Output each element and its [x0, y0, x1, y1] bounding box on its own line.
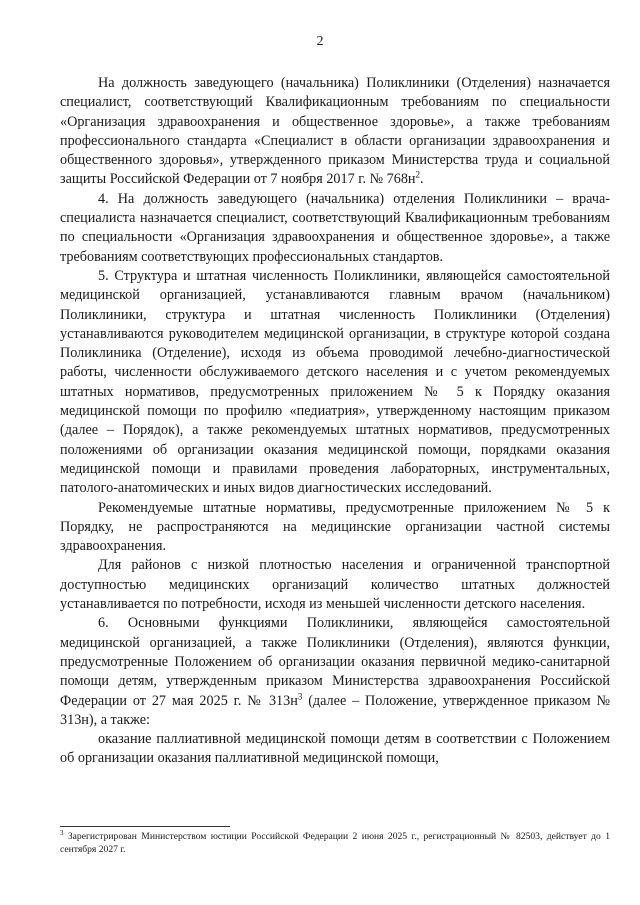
paragraph-6: 6. Основными функциями Поликлиники, являющейся самостоятельной медицинской организацией, а также Поликлиники (Отделения), являются функции, предусмотренные Положением об организации оказания первичной медико-санитарной помощи детям, утвержденным приказом Министерства здравоохранения Российской Федерации от 27 мая 2025 г. № $313н^3$ (далее – Положение, утвержденное приказом № 313н), а также: [60, 615, 610, 728]
footnote-ref-3: 3 [297, 690, 303, 701]
footnote-marker: 3 [60, 828, 64, 837]
paragraph-6-item-palliative: оказание паллиативной медицинской помощи детям в соответствии с Положением об организации оказания паллиативной медицинской помощи, [60, 731, 610, 767]
paragraph-3-cont: На должность заведующего (начальника) Поликлиники (Отделения) назначается специалист, соответствующий Квалификационным требованиям по специальности «Организация здравоохранения и общественное здоровье», а также требованиям профессионального стандарта «Специалист в области организации здравоохранения и общественного здоровья», утвержденного приказом Министерства труда и социальной защиты Российской Федерации от 7 ноября 2017 г. № $768н^2$. [60, 75, 610, 188]
footnote [60, 830, 610, 856]
footnote-text: Зарегистрирован Министерством юстиции Российской Федерации 2 июня 2025 г., регистрационный № 82503, действует до 1 сентября 2027 г. [60, 831, 610, 855]
paragraph-5: 5. Структура и штатная численность Поликлиники, являющейся самостоятельной медицинской организацией, устанавливаются главным врачом (начальником) Поликлиники, структура и штатная численность Поликлиники (Отделения) устанавливаются руководителем медицинской организации, в структуре которой создана Поликлиника (Отделение), исходя из объема проводимой лечебно-диагностической работы, численности обслуживаемого детского населения и с учетом рекомендуемых штатных нормативов, предусмотренных приложением № 5 к Порядку оказания медицинской помощи по профилю «педиатрия», утвержденному настоящим приказом (далее – Порядок), а также рекомендуемых штатных нормативов, предусмотренных положениями об организации оказания медицинской помощи, порядками оказания медицинской помощи и правилами проведения лабораторных, инструментальных, патолого-анатомических и иных видов диагностических исследований. [60, 267, 610, 497]
footnote-divider [60, 826, 230, 827]
footnote-ref-2: 2 [415, 169, 421, 180]
page-number: 2 [316, 34, 324, 49]
body-text [60, 74, 610, 769]
paragraph-5-staffing-note: Рекомендуемые штатные нормативы, предусмотренные приложением № 5 к Порядку, не распространяются на медицинские организации частной системы здравоохранения. [60, 499, 610, 555]
paragraph-4: 4. На должность заведующего (начальника) отделения Поликлиники – врача-специалиста назначается специалист, соответствующий Квалификационным требованиям по специальности «Организация здравоохранения и общественное здоровье», а также требованиям соответствующих профессиональных стандартов. [60, 190, 610, 265]
paragraph-5-low-density-note: Для районов с низкой плотностью населения и ограниченной транспортной доступностью медицинских организаций количество штатных должностей устанавливается по потребности, исходя из меньшей численности детского населения. [60, 557, 610, 613]
